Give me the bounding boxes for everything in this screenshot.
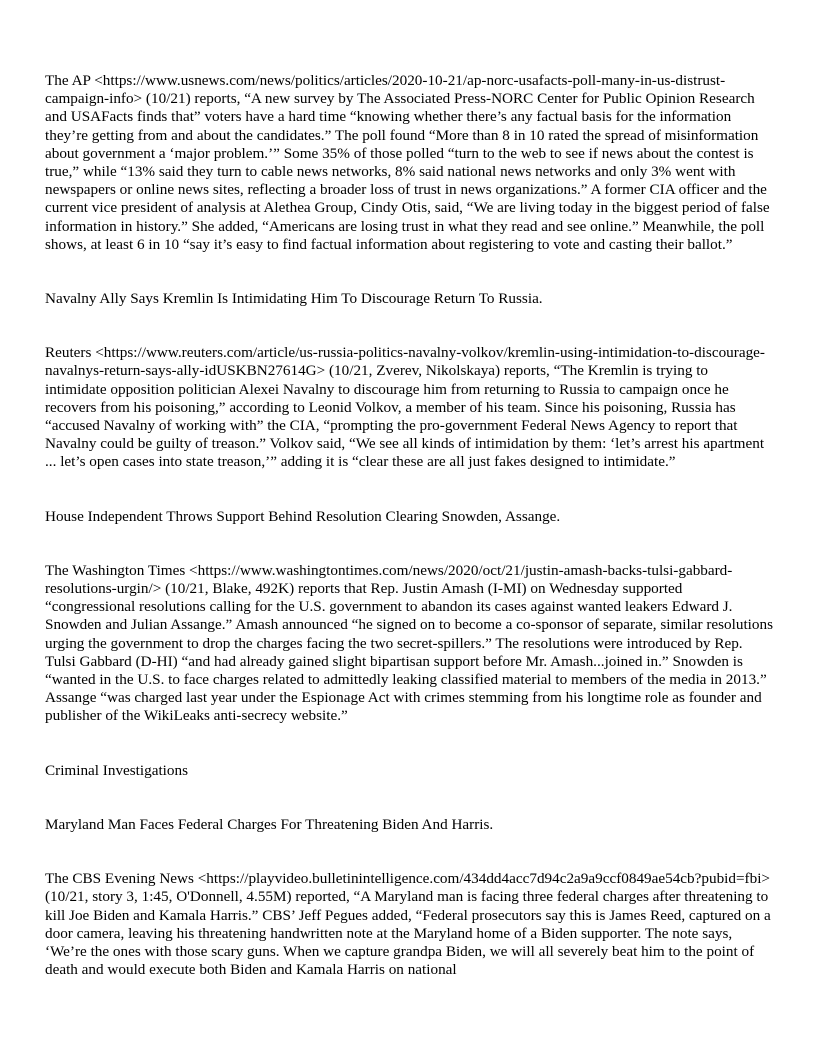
cbs-maryland-paragraph: The CBS Evening News <https://playvideo.bulletinintelligence.com/434dd4acc7d94c2a9a9ccf0849ae54cb?pubid=fbi> (10/21, story 3, 1:45, O'Donnell, 4.55M) reported, “A Maryland man is facing three federal charges after threatening to kill Joe Biden and Kamala Harris.” CBS’ Jeff Pegues added, “Federal prosecutors say this is James Reed, captured on a door camera, leaving his threatening handwritten note at the Maryland home of a Biden supporter. The note says, ‘We’re the ones with those scary guns. When we capture grandpa Biden, we will all severely beat him to the point of death and would execute both Biden and Kamala Harris on national (45, 870, 771, 979)
reuters-navalny-paragraph: Reuters <https://www.reuters.com/article/us-russia-politics-navalny-volkov/kremlin-using-intimidation-to-discourage-navalnys-return-says-ally-idUSKBN27614G> (10/21, Zverev, Nikolskaya) reports, “The Kremlin is trying to intimidate opposition politician Alexei Navalny to discourage him from returning to Russia to campaign once he recovers from his poisoning,” according to Leonid Volkov, a member of his team. Since his poisoning, Russia has “accused Navalny of working with” the CIA, “prompting the pro-government Federal News Agency to report that Navalny could be guilty of treason.” Volkov said, “We see all kinds of intimidation by them: ‘let’s arrest his apartment ... let’s open cases into state treason,’” adding it is “clear these are all just fakes designed to intimidate.” (45, 344, 765, 471)
navalny-headline: Navalny Ally Says Kremlin Is Intimidating Him To Discourage Return To Russia. (45, 290, 543, 308)
washtimes-snowden-paragraph: The Washington Times <https://www.washingtontimes.com/news/2020/oct/21/justin-amash-backs-tulsi-gabbard-resolutions-urgin/> (10/21, Blake, 492K) reports that Rep. Justin Amash (I-MI) on Wednesday supported “congressional resolutions calling for the U.S. government to abandon its cases against wanted leakers Edward J. Snowden and Julian Assange.” Amash announced “he signed on to become a co-sponsor of separate, similar resolutions urging the government to drop the charges facing the two secret-spillers.” The resolutions were introduced by Rep. Tulsi Gabbard (D-HI) “and had already gained slight bipartisan support before Mr. Amash...joined in.” Snowden is “wanted in the U.S. to face charges related to admittedly leaking classified material to members of the media in 2013.” Assange “was charged last year under the Espionage Act with crimes stemming from his longtime role as founder and publisher of the WikiLeaks anti-secrecy website.” (45, 561, 773, 725)
ap-poll-paragraph: The AP <https://www.usnews.com/news/politics/articles/2020-10-21/ap-norc-usafacts-poll-many-in-us-distrust-campaign-info> (10/21) reports, “A new survey by The Associated Press-NORC Center for Public Opinion Research and USAFacts finds that” voters have a hard time “knowing whether there’s any factual basis for the information they’re getting from and about the candidates.” The poll found “More than 8 in 10 rated the spread of misinformation about government a ‘major problem.’” Some 35% of those polled “turn to the web to see if news about the contest is true,” while “13% said they turn to cable news networks, 8% said national news networks and only 3% went with newspapers or online news sites, reflecting a broader loss of trust in news organizations.” A former CIA officer and the current vice president of analysis at Alethea Group, Cindy Otis, said, “We are living today in the biggest period of false information in history.” She added, “Americans are losing trust in what they read and see online.” Meanwhile, the poll shows, at least 6 in 10 “say it’s easy to find factual information about registering to vote and casting their ballot.” (45, 72, 770, 253)
maryland-headline: Maryland Man Faces Federal Charges For Threatening Biden And Harris. (45, 815, 494, 833)
section-heading: Criminal Investigations (45, 761, 188, 779)
snowden-headline: House Independent Throws Support Behind Resolution Clearing Snowden, Assange. (45, 507, 561, 525)
document-page (45, 72, 773, 979)
